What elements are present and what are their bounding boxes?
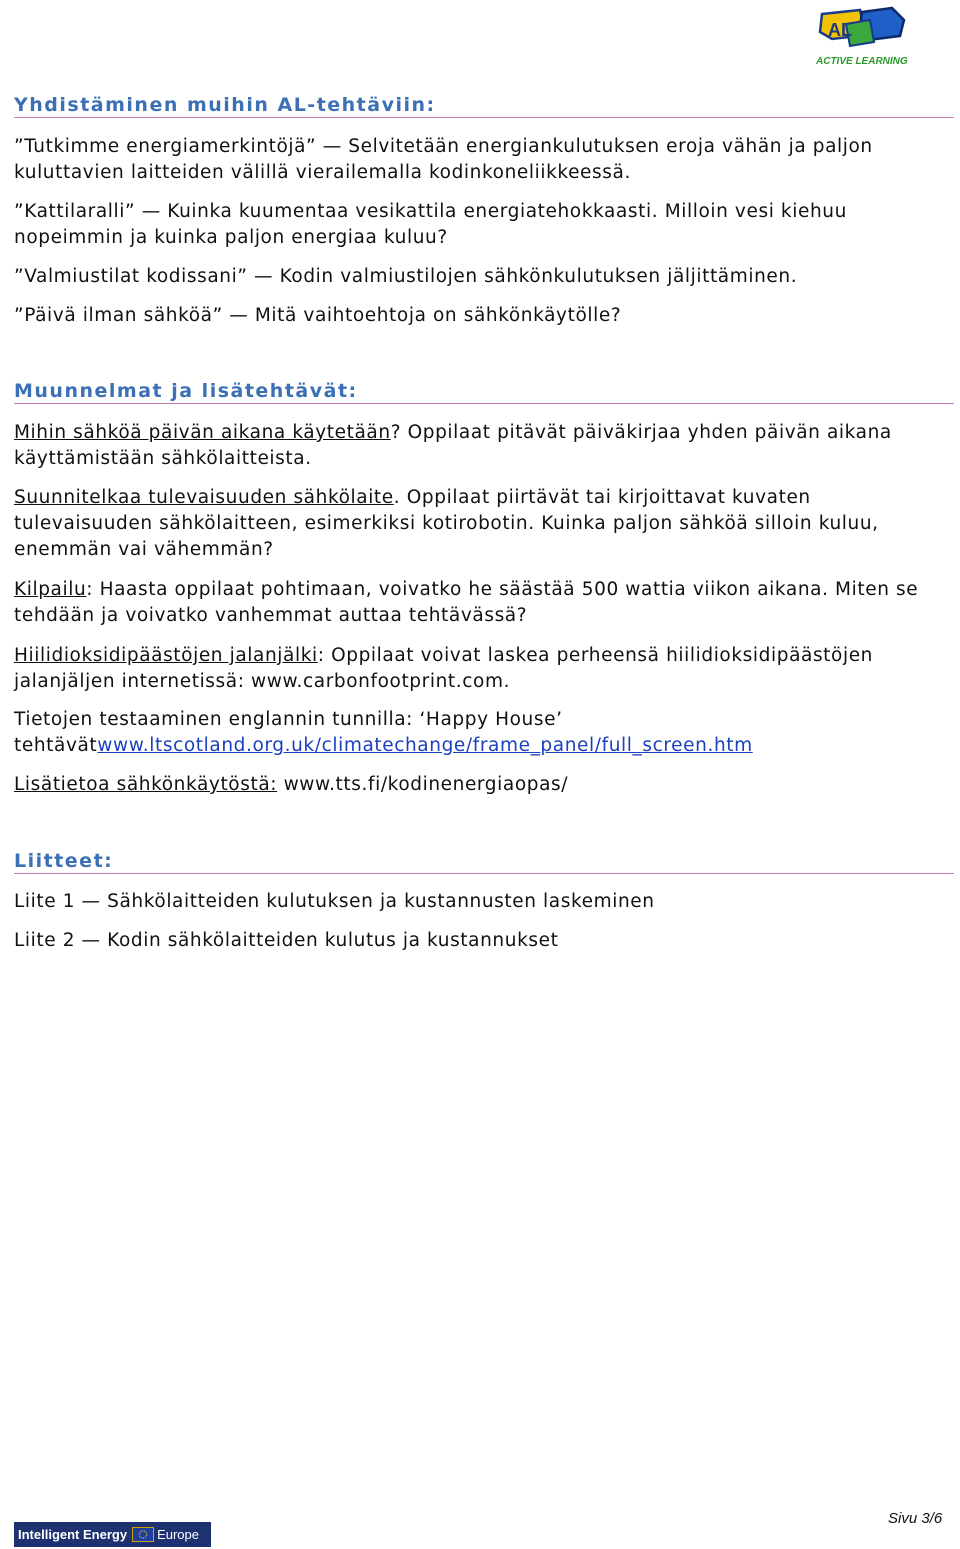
eu-flag-icon	[132, 1527, 154, 1542]
testing-paragraph: Tietojen testaaminen englannin tunnilla: ‘Happy House’ tehtävätwww.ltscotland.org.uk/climatechange/frame_panel/full_screen.htm	[14, 709, 753, 756]
list-item: ”Päivä ilman sähköä” — Mitä vaihtoehtoja on sähkönkäytölle?	[14, 305, 622, 326]
attachment-item: Liite 2 — Kodin sähkölaitteiden kulutus ja kustannukset	[14, 930, 559, 951]
item-title: Hiilidioksidipäästöjen jalanjälki	[14, 645, 318, 666]
list-item: Hiilidioksidipäästöjen jalanjälki: Oppilaat voivat laskea perheensä hiilidioksidipäästöjen jalanjäljen internetissä: www.carbonfootprint.com.	[14, 645, 874, 692]
active-learning-logo	[812, 6, 912, 68]
section-heading-connections: Yhdistäminen muihin AL-tehtäviin:	[14, 94, 954, 118]
active-learning-logo-graphic	[812, 6, 912, 68]
logo-letters: AL	[828, 20, 852, 40]
more-info-paragraph: Lisätietoa sähkönkäytöstä: www.tts.fi/kodinenergiaopas/	[14, 774, 569, 795]
attachment-item: Liite 1 — Sähkölaitteiden kulutuksen ja kustannusten laskeminen	[14, 891, 655, 912]
item-title: Mihin sähköä päivän aikana käytetään	[14, 422, 391, 443]
intelligent-energy-europe-logo	[14, 1522, 211, 1547]
item-title: Kilpailu	[14, 579, 87, 600]
ltscotland-link[interactable]: www.ltscotland.org.uk/climatechange/frame_panel/full_screen.htm	[97, 735, 753, 756]
list-item: ”Valmiustilat kodissani” — Kodin valmiustilojen sähkönkulutuksen jäljittäminen.	[14, 266, 798, 287]
section-heading-variations: Muunnelmat ja lisätehtävät:	[14, 380, 954, 404]
list-item: ”Kattilaralli” — Kuinka kuumentaa vesikattila energiatehokkaasti. Milloin vesi kiehuu nopeimmin ja kuinka paljon energiaa kuluu?	[14, 201, 847, 248]
item-title: Suunnitelkaa tulevaisuuden sähkölaite	[14, 487, 394, 508]
section-heading-attachments: Liitteet:	[14, 850, 954, 874]
page-number: Sivu 3/6	[888, 1510, 943, 1527]
logo-text-left: Intelligent Energy	[18, 1527, 128, 1542]
list-item: Suunnitelkaa tulevaisuuden sähkölaite. Oppilaat piirtävät tai kirjoittavat kuvaten tulevaisuuden sähkölaitteen, esimerkiksi kotirobotin. Kuinka paljon sähköä silloin kuluu, enemmän vai vähemmän?	[14, 487, 879, 560]
item-title: ”Tutkimme energiamerkintöjä”	[14, 136, 317, 157]
item-title: ”Päivä ilman sähköä”	[14, 305, 223, 326]
logo-text: ACTIVE LEARNING	[816, 56, 908, 67]
item-title: ”Valmiustilat kodissani”	[14, 266, 248, 287]
item-title: ”Kattilaralli”	[14, 201, 136, 222]
list-item: Kilpailu: Haasta oppilaat pohtimaan, voivatko he säästää 500 wattia viikon aikana. Miten se tehdään ja voivatko vanhemmat auttaa tehtävässä?	[14, 579, 919, 626]
list-item: Mihin sähköä päivän aikana käytetään? Oppilaat pitävät päiväkirjaa yhden päivän aikana käyttämistään sähkölaitteista.	[14, 422, 892, 469]
eu-stars	[134, 1529, 152, 1540]
logo-text-right: Europe	[157, 1527, 199, 1542]
attachment-title: Liite 2	[14, 930, 76, 951]
attachment-title: Liite 1	[14, 891, 76, 912]
list-item: ”Tutkimme energiamerkintöjä” — Selvitetään energiankulutuksen eroja vähän ja paljon kuluttavien laitteiden välillä vierailemalla kodinkoneliikkeessä.	[14, 136, 873, 183]
more-info-title: Lisätietoa sähkönkäytöstä:	[14, 774, 278, 795]
